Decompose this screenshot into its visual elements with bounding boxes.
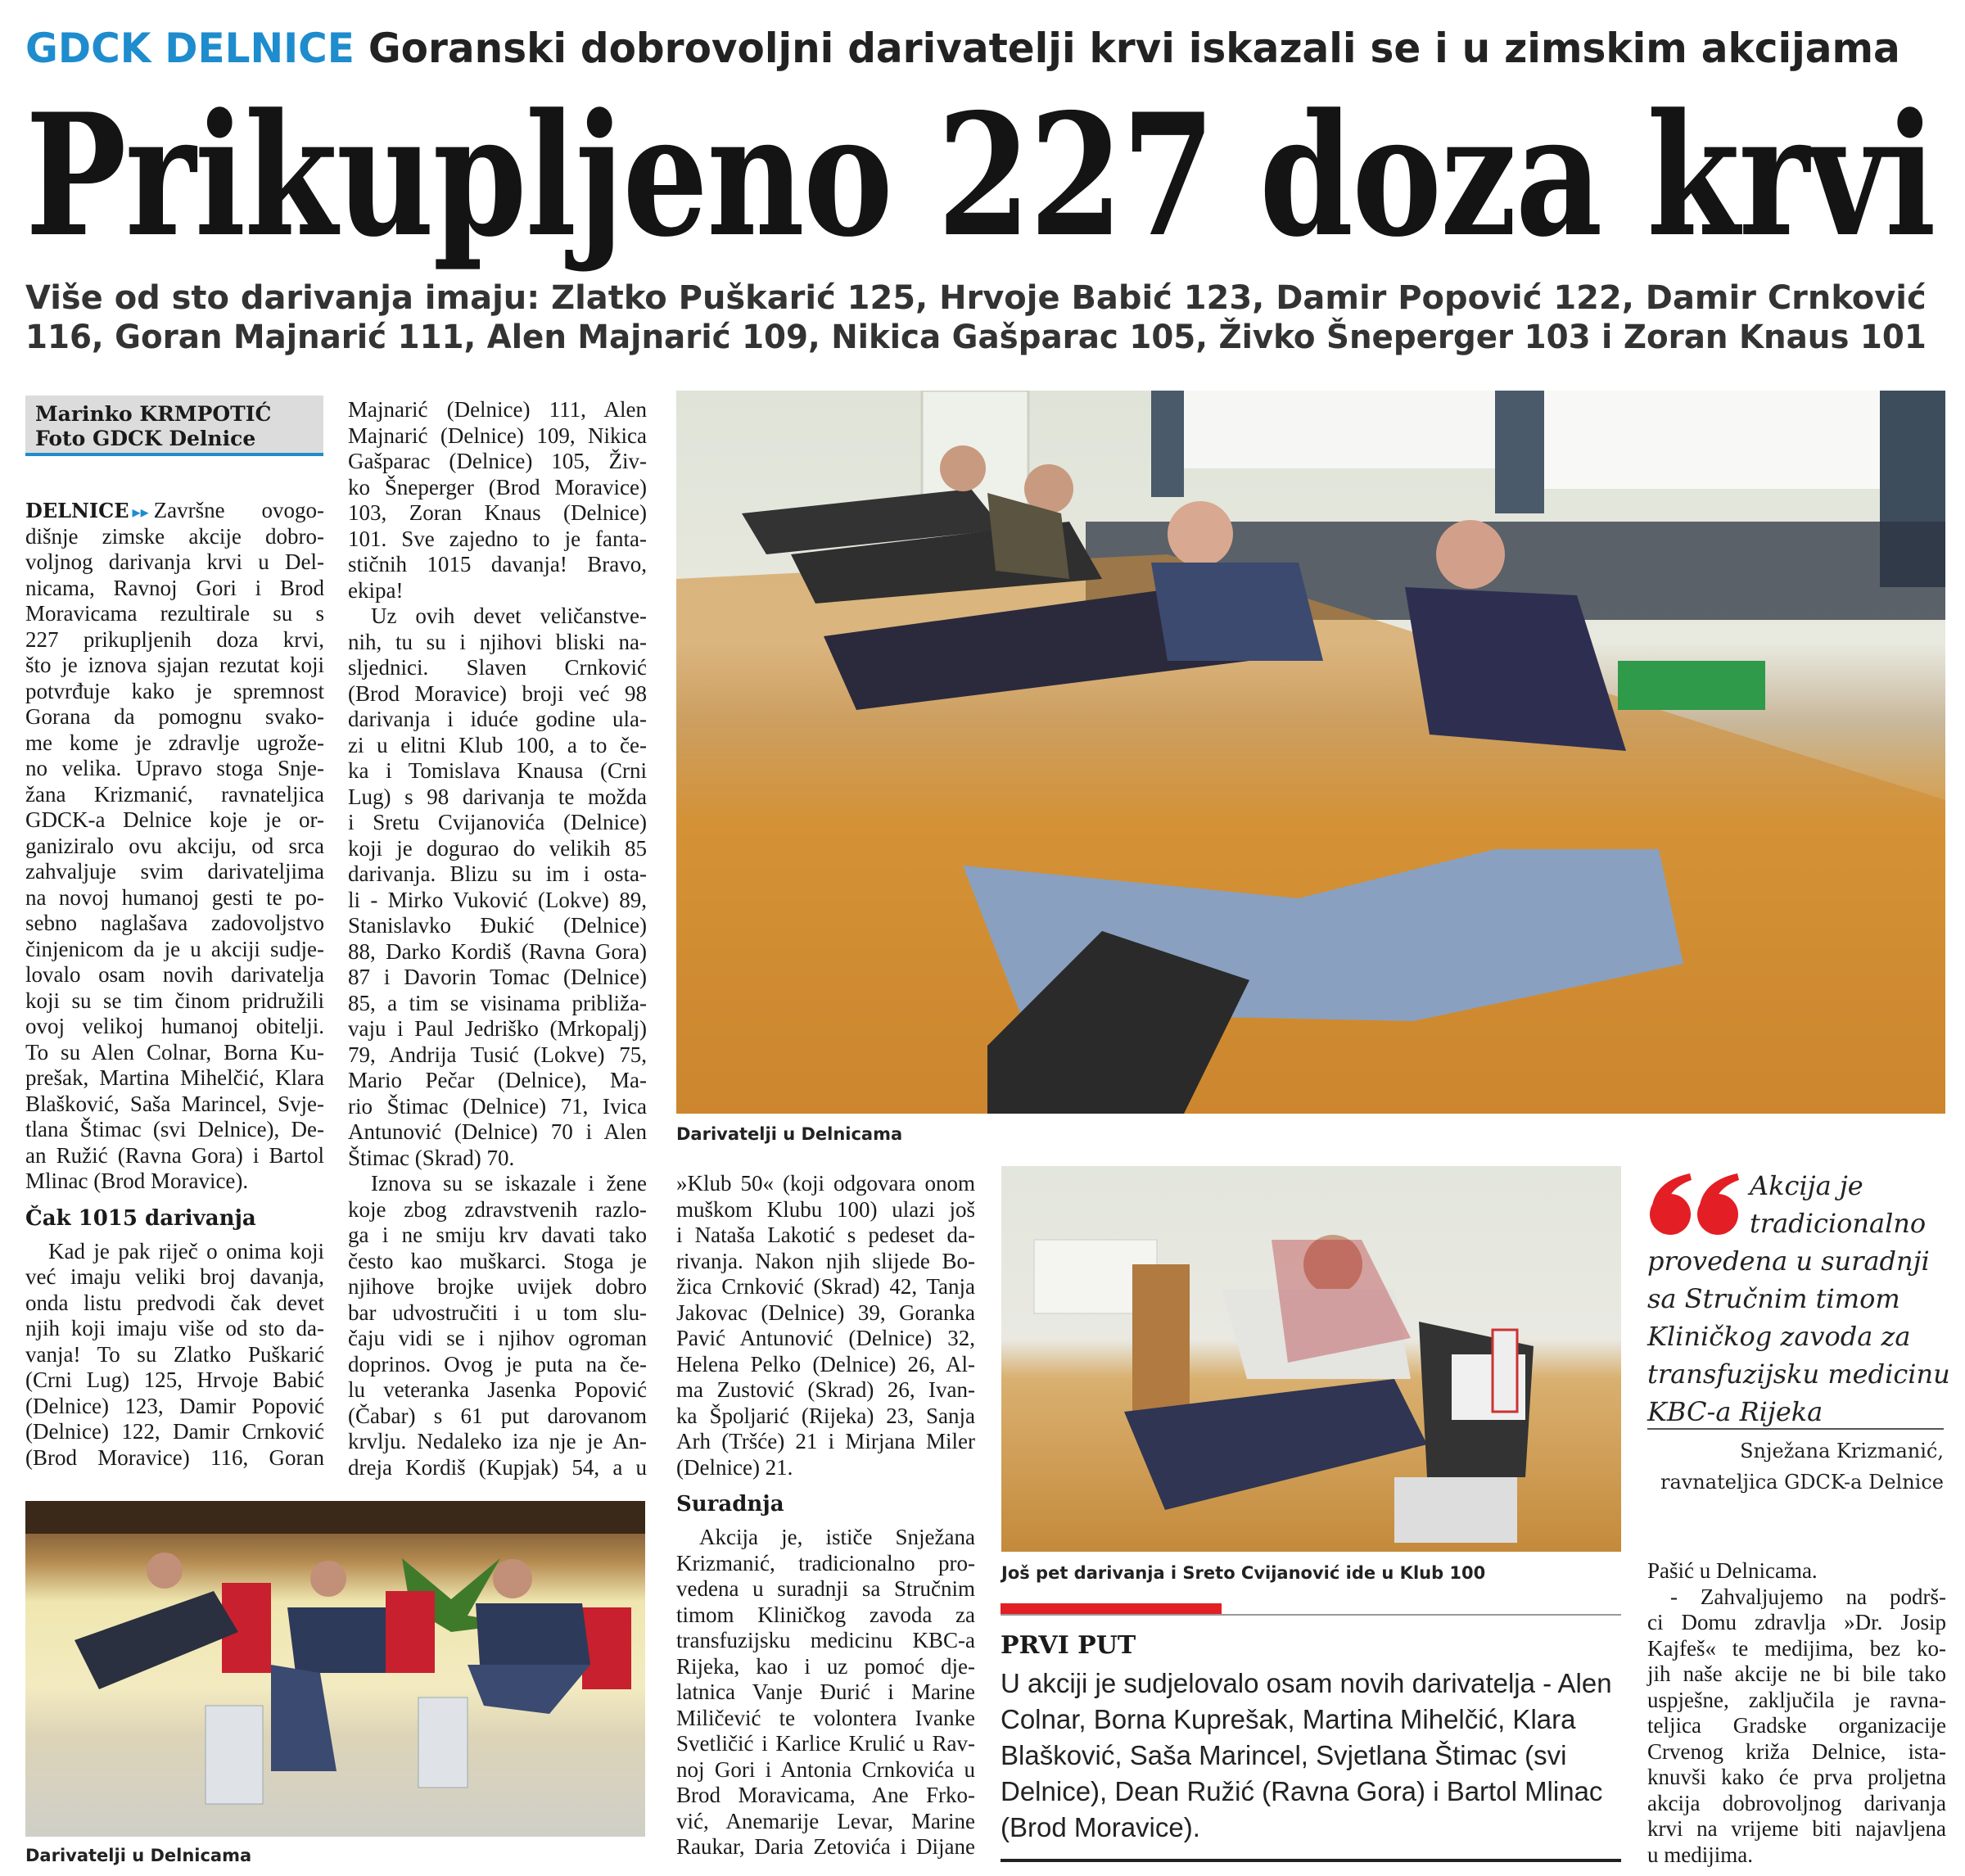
line-text: potvrđuje kako je spremnost bbox=[25, 678, 324, 703]
text-line bbox=[348, 733, 647, 759]
line-text: koji su se tim činom pridružili bbox=[25, 988, 324, 1013]
line-text: Svetličić i Karlice Krulić u Rav- bbox=[676, 1731, 975, 1756]
text-line bbox=[348, 707, 647, 733]
sidebar-box-line: (Brod Moravice). bbox=[1001, 1812, 1200, 1842]
line-text: Jakovac (Delnice) 39, Goranka bbox=[676, 1300, 975, 1325]
quote-line: provedena u suradnji bbox=[1647, 1245, 1930, 1277]
text-line bbox=[348, 1171, 647, 1197]
line-text: (Delnice) 21. bbox=[676, 1454, 793, 1480]
line-text: knuvši kako će prva proljetna bbox=[1647, 1765, 1946, 1789]
article-column-4 bbox=[1647, 1558, 1946, 1868]
line-text: Majnarić (Delnice) 111, Alen bbox=[348, 397, 647, 422]
text-line bbox=[348, 1455, 647, 1481]
text-line bbox=[348, 397, 647, 423]
line-text: Gorana da pomognu svako- bbox=[25, 704, 324, 729]
line-text: žana Krizmanić, ravnateljica bbox=[25, 781, 324, 807]
text-line bbox=[676, 1300, 975, 1327]
line-text: Krizmanić, tradicionalno pro- bbox=[676, 1550, 975, 1575]
divider bbox=[1001, 1614, 1621, 1616]
article-column-3 bbox=[676, 1171, 975, 1860]
text-line bbox=[348, 758, 647, 784]
line-text: Antunović (Delnice) 70 i Alen bbox=[348, 1119, 647, 1144]
text-line bbox=[1647, 1636, 1946, 1662]
text-line bbox=[676, 1783, 975, 1809]
text-line bbox=[25, 1239, 324, 1265]
line-text: njih koji imaju više od sto da- bbox=[25, 1316, 324, 1340]
line-text: - Zahvaljujemo na podrš- bbox=[1670, 1584, 1946, 1609]
line-text: i Nataša Lakotić s pedeset da- bbox=[676, 1223, 975, 1247]
line-text: sebno naglašava zadovoljstvo bbox=[25, 911, 324, 935]
text-line bbox=[348, 1016, 647, 1042]
line-text: Helena Pelko (Delnice) 26, Al- bbox=[676, 1351, 975, 1376]
line-text: rivanja. Nakon njih slijede Bo- bbox=[676, 1248, 975, 1273]
text-line bbox=[25, 1014, 324, 1040]
line-text: Majnarić (Delnice) 109, Nikica bbox=[348, 423, 647, 448]
text-line bbox=[348, 655, 647, 681]
text-line bbox=[25, 911, 324, 937]
line-text: ka Špoljarić (Rijeka) 23, Sanja bbox=[676, 1403, 975, 1428]
text-line bbox=[25, 498, 324, 524]
text-line bbox=[348, 1404, 647, 1430]
quote-line: Akcija je bbox=[1750, 1170, 1863, 1201]
subhead-text: 116, Goran Majnarić 111, Alen Majnarić 109, Nikica Gašparac 105, Živko Šneperger 103 i Zoran Knaus 101 bbox=[25, 319, 1927, 356]
text-line bbox=[25, 1264, 324, 1291]
text-line bbox=[348, 1068, 647, 1094]
kicker-label: GDCK DELNICE bbox=[25, 25, 355, 72]
line-text: prešak, Martina Mihelčić, Klara bbox=[25, 1065, 324, 1090]
divider bbox=[1001, 1859, 1621, 1862]
line-text: na novoj humanoj gesti te po- bbox=[25, 884, 324, 910]
text-line bbox=[348, 784, 647, 811]
photo-caption: Još pet darivanja i Sreto Cvijanović ide u Klub 100 bbox=[1001, 1563, 1486, 1583]
sidebar-box-line: Blašković, Saša Marincel, Svjetlana Štimac (svi bbox=[1001, 1740, 1567, 1770]
text-line bbox=[348, 1223, 647, 1249]
text-line bbox=[25, 1419, 324, 1445]
text-line bbox=[676, 1525, 975, 1551]
text-line bbox=[25, 1117, 324, 1143]
text-line bbox=[25, 962, 324, 988]
line-text: zi u elitni Klub 100, a to če- bbox=[348, 732, 647, 757]
text-line bbox=[348, 423, 647, 450]
line-text: akcija dobrovoljnog darivanja bbox=[1647, 1790, 1946, 1815]
line-text: rio Štimac (Delnice) 71, Ivica bbox=[348, 1093, 647, 1119]
text-line bbox=[25, 1394, 324, 1420]
text-line bbox=[348, 1274, 647, 1300]
line-text: ganiziralo ovu akciju, od srca bbox=[25, 833, 324, 858]
text-line bbox=[1647, 1842, 1946, 1869]
text-line bbox=[348, 475, 647, 501]
text-line bbox=[25, 704, 324, 730]
line-text: transfuzijsku medicinu KBC-a bbox=[676, 1628, 975, 1652]
quote-line: KBC-a Rijeka bbox=[1647, 1396, 1823, 1427]
line-text: (Crni Lug) 125, Hrvoje Babić bbox=[25, 1367, 324, 1392]
text-line bbox=[25, 937, 324, 963]
line-text: često kao muškarci. Stoga je bbox=[348, 1248, 647, 1273]
line-text: Crvenog križa Delnice, ista- bbox=[1647, 1738, 1946, 1764]
line-text: krvlju. Nedaleko iza nje je An- bbox=[348, 1429, 647, 1453]
text-line bbox=[25, 1092, 324, 1118]
text-line bbox=[348, 630, 647, 656]
line-text: darivanja i iduće godine ula- bbox=[348, 707, 647, 731]
line-text: Uz ovih devet veličanstve- bbox=[371, 603, 647, 628]
line-text: 87 i Davorin Tomac (Delnice) bbox=[348, 965, 647, 989]
line-text: ka i Tomislava Knausa (Crni bbox=[348, 758, 647, 783]
line-text: i Sretu Cvijanovića (Delnice) bbox=[348, 810, 647, 834]
quote-line: Kliničkog zavoda za bbox=[1647, 1321, 1911, 1352]
line-text: Moravicama rezultirale su s bbox=[25, 601, 324, 626]
text-line bbox=[348, 1197, 647, 1223]
dateline: DELNICE bbox=[25, 499, 129, 522]
text-line bbox=[676, 1223, 975, 1249]
line-text: To su Alen Colnar, Borna Ku- bbox=[25, 1039, 324, 1065]
bottom-photo bbox=[25, 1501, 645, 1837]
text-line bbox=[348, 527, 647, 553]
line-text: Arh (Tršće) 21 i Mirjana Miler bbox=[676, 1429, 975, 1453]
line-text: onda listu predvodi čak devet bbox=[25, 1290, 324, 1315]
line-text: »Klub 50« (koji odgovara onom bbox=[676, 1171, 975, 1196]
text-line bbox=[1647, 1739, 1946, 1765]
line-text: voljnog darivanja krvi u Del- bbox=[25, 549, 324, 574]
quote-mark-icon bbox=[1647, 1172, 1741, 1237]
line-text: li - Mirko Vuković (Lokve) 89, bbox=[348, 887, 647, 912]
line-text: ci Domu zdravlja »Dr. Josip bbox=[1647, 1610, 1946, 1634]
sidebar-box-line: U akciji je sudjelovalo osam novih darivatelja - Alen bbox=[1001, 1668, 1612, 1698]
quote-line: tradicionalno bbox=[1750, 1208, 1927, 1239]
line-text: (Brod Moravice) broji već 98 bbox=[348, 680, 647, 706]
line-text: 85, a tim se visinama približa- bbox=[348, 990, 647, 1015]
text-line bbox=[676, 1706, 975, 1732]
line-text: GDCK-a Delnice koje je or- bbox=[25, 807, 324, 832]
line-text: noj Gori i Antonia Crnkovića u bbox=[676, 1756, 975, 1782]
line-text: Štimac (Skrad) 70. bbox=[348, 1145, 515, 1170]
text-line bbox=[676, 1654, 975, 1680]
sidebar-box-text bbox=[1001, 1666, 1621, 1846]
photo-donors-illustration bbox=[676, 391, 1945, 1114]
sidebar-box-line: Colnar, Borna Kuprešak, Martina Mihelčić, Klara bbox=[1001, 1704, 1576, 1734]
line-text: Brod Moravicama, Ane Frko- bbox=[676, 1783, 975, 1807]
line-text: ga i ne smiju krv davati tako bbox=[348, 1223, 647, 1247]
line-text: žica Crnković (Skrad) 42, Tanja bbox=[676, 1274, 975, 1299]
line-text: uspješne, zaključila je ravna- bbox=[1647, 1687, 1946, 1712]
line-text: nicama, Ravnoj Gori i Brod bbox=[25, 575, 324, 600]
quote-attribution-name: Snježana Krizmanić, bbox=[1740, 1440, 1944, 1462]
text-line bbox=[676, 1197, 975, 1223]
text-line bbox=[25, 1342, 324, 1368]
text-line bbox=[1647, 1558, 1946, 1584]
line-text: dišnje zimske akcije dobro- bbox=[25, 523, 324, 549]
line-text: Završne ovogo- bbox=[153, 498, 324, 522]
text-line bbox=[25, 1367, 324, 1394]
text-line bbox=[348, 939, 647, 965]
text-line bbox=[676, 1171, 975, 1197]
text-line bbox=[25, 1316, 324, 1342]
text-line bbox=[25, 1445, 324, 1471]
line-text: teljica Gradske organizacije bbox=[1647, 1713, 1946, 1738]
line-text: koje zbog zdravstvenih razlo- bbox=[348, 1196, 647, 1222]
byline-box bbox=[25, 396, 323, 456]
text-line bbox=[25, 730, 324, 757]
headline bbox=[25, 78, 1936, 274]
text-line bbox=[348, 888, 647, 914]
text-line bbox=[25, 524, 324, 550]
text-line bbox=[25, 1065, 324, 1092]
section-heading: Čak 1015 darivanja bbox=[25, 1205, 256, 1231]
line-text: Rijeka, kao i uz pomoć dje- bbox=[676, 1653, 975, 1679]
text-line bbox=[348, 603, 647, 630]
text-line bbox=[676, 1809, 975, 1835]
text-line bbox=[25, 756, 324, 782]
line-text: ovoj velikoj humanoj obitelji. bbox=[25, 1014, 324, 1038]
line-text: dreja Kordiš (Kupjak) 54, a u bbox=[348, 1454, 647, 1480]
accent-bar bbox=[1001, 1603, 1222, 1614]
line-text: 88, Darko Kordiš (Ravna Gora) bbox=[348, 938, 647, 964]
text-line bbox=[25, 679, 324, 705]
text-line bbox=[25, 807, 324, 834]
text-line bbox=[1647, 1610, 1946, 1636]
line-text: Miličević te volontera Ivanke bbox=[676, 1705, 975, 1730]
line-text: čaju vidi se i njihov ogroman bbox=[348, 1326, 647, 1350]
line-text: darivanja. Blizu su im i osta- bbox=[348, 861, 647, 886]
text-line bbox=[348, 861, 647, 888]
line-text: stičnih 1015 davanja! Bravo, bbox=[348, 552, 647, 576]
text-line bbox=[676, 1576, 975, 1603]
line-text: 227 prikupljenih doza krvi, bbox=[25, 626, 324, 652]
line-text: (Delnice) 122, Damir Crnković bbox=[25, 1419, 324, 1444]
text-line bbox=[1647, 1584, 1946, 1611]
text-line bbox=[25, 601, 324, 627]
line-text: Raukar, Daria Zetovića i Dijane bbox=[676, 1834, 975, 1859]
line-text: lu veteranka Jasenka Popović bbox=[348, 1377, 647, 1402]
line-text: (Delnice) 123, Damir Popović bbox=[25, 1393, 324, 1418]
text-line bbox=[676, 1404, 975, 1430]
double-arrow-right-icon: ▸▸ bbox=[132, 504, 149, 522]
text-line bbox=[348, 1352, 647, 1378]
text-line bbox=[1647, 1791, 1946, 1817]
photo-caption: Darivatelji u Delnicama bbox=[25, 1846, 252, 1865]
line-text: što je iznova sjajan rezutat koji bbox=[25, 653, 324, 677]
text-line bbox=[348, 1429, 647, 1455]
line-text: Iznova su se iskazale i žene bbox=[371, 1171, 647, 1196]
subhead-text: Više od sto darivanja imaju: Zlatko Puškarić 125, Hrvoje Babić 123, Damir Popović 122, Damir Crnković bbox=[25, 279, 1927, 317]
line-text: Pavić Antunović (Delnice) 32, bbox=[676, 1326, 975, 1350]
line-text: doprinos. Ovog je puta na če- bbox=[348, 1351, 647, 1376]
line-text: zahvaljuje svim darivateljima bbox=[25, 859, 324, 884]
text-line bbox=[348, 1300, 647, 1327]
text-line bbox=[348, 1146, 647, 1172]
photo-caption: Darivatelji u Delnicama bbox=[676, 1124, 903, 1144]
text-line bbox=[348, 1326, 647, 1352]
text-line bbox=[25, 1291, 324, 1317]
line-text: vanja! To su Zlatko Puškarić bbox=[25, 1341, 324, 1367]
photo-three-donors-illustration bbox=[25, 1501, 645, 1837]
quote-line: sa Stručnim timom bbox=[1647, 1283, 1900, 1314]
line-text: lovalo osam novih darivatelja bbox=[25, 962, 324, 987]
second-photo bbox=[1001, 1166, 1621, 1552]
line-text: 103, Zoran Knaus (Delnice) bbox=[348, 500, 647, 525]
text-line bbox=[348, 913, 647, 939]
line-text: vedena u suradnji sa Stručnim bbox=[676, 1576, 975, 1601]
line-text: no velika. Upravo stoga Snje- bbox=[25, 756, 324, 780]
line-text: Akcija je, ističe Snježana bbox=[699, 1525, 975, 1549]
line-text: činjenicom da je u akciji sudje- bbox=[25, 936, 324, 961]
text-line bbox=[348, 578, 647, 604]
text-line bbox=[25, 988, 324, 1015]
text-line bbox=[676, 1249, 975, 1275]
text-line bbox=[1647, 1765, 1946, 1791]
section-heading: Suradnja bbox=[676, 1492, 784, 1517]
line-text: ekipa! bbox=[348, 577, 404, 603]
text-line bbox=[25, 549, 324, 576]
text-line bbox=[25, 576, 324, 602]
line-text: muškom Klubu 100) ulazi još bbox=[676, 1196, 975, 1222]
text-line bbox=[676, 1352, 975, 1378]
line-text: vaju i Paul Jedriško (Mrkopalj) bbox=[348, 1016, 647, 1041]
text-line bbox=[25, 1040, 324, 1066]
text-line bbox=[348, 1249, 647, 1275]
line-text: nih, tu su i njihovi bliski na- bbox=[348, 629, 647, 654]
line-text: ma Zustović (Skrad) 26, Ivan- bbox=[676, 1377, 975, 1402]
main-photo bbox=[676, 391, 1945, 1114]
line-text: latnica Vanje Đurić i Marine bbox=[676, 1679, 975, 1704]
text-line bbox=[348, 449, 647, 475]
sidebar-box-line: Delnice), Dean Ružić (Ravna Gora) i Bartol Mlinac bbox=[1001, 1776, 1603, 1806]
text-line bbox=[348, 836, 647, 862]
text-line bbox=[676, 1429, 975, 1455]
line-text: tlana Štimac (svi Delnice), De- bbox=[25, 1117, 324, 1141]
text-line bbox=[348, 965, 647, 991]
line-text: sljednici. Slaven Crnković bbox=[348, 655, 647, 680]
photo-donor-thumbs-up-illustration bbox=[1001, 1166, 1621, 1552]
quote-attribution-role: ravnateljica GDCK-a Delnice bbox=[1660, 1471, 1944, 1494]
text-line bbox=[676, 1757, 975, 1783]
line-text: Mario Pečar (Delnice), Ma- bbox=[348, 1068, 647, 1092]
line-text: Gašparac (Delnice) 105, Živ- bbox=[348, 449, 647, 473]
line-text: Blašković, Saša Marincel, Svje- bbox=[25, 1091, 324, 1116]
headline-text: Prikupljeno 227 doza krvi bbox=[25, 78, 1936, 274]
line-text: Pašić u Delnicama. bbox=[1647, 1558, 1818, 1583]
quote-line: transfuzijsku medicinu bbox=[1647, 1358, 1950, 1390]
text-line bbox=[676, 1603, 975, 1629]
text-line bbox=[348, 681, 647, 707]
text-line bbox=[348, 1377, 647, 1404]
line-text: Kajfeš« te medijima, bez ko- bbox=[1647, 1635, 1946, 1661]
text-line bbox=[348, 991, 647, 1017]
line-text: u medijima. bbox=[1647, 1842, 1753, 1867]
line-text: timom Kliničkog zavoda za bbox=[676, 1602, 975, 1627]
text-line bbox=[348, 1042, 647, 1069]
line-text: (Brod Moravice) 116, Goran bbox=[25, 1444, 324, 1470]
text-line bbox=[676, 1551, 975, 1577]
line-text: vić, Anemarije Levar, Marine bbox=[676, 1808, 975, 1833]
line-text: njihove brojke uvijek dobro bbox=[348, 1274, 647, 1299]
kicker-text: Goranski dobrovoljni darivatelji krvi iskazali se i u zimskim akcijama bbox=[368, 25, 1900, 72]
line-text: krvi na vrijeme biti najavljena bbox=[1647, 1816, 1946, 1841]
text-line bbox=[676, 1455, 975, 1481]
line-text: 79, Andrija Tusić (Lokve) 75, bbox=[348, 1042, 647, 1067]
text-line bbox=[348, 810, 647, 836]
subhead-line bbox=[25, 278, 1927, 318]
kicker bbox=[25, 23, 1900, 74]
text-line bbox=[348, 1094, 647, 1120]
text-line bbox=[25, 1169, 324, 1195]
line-text: (Čabar) s 61 put darovanom bbox=[348, 1403, 647, 1428]
text-line bbox=[25, 627, 324, 653]
author: Marinko KRMPOTIĆ bbox=[35, 402, 272, 426]
line-text: jih naše akcije ne bi bile tako bbox=[1647, 1661, 1946, 1686]
text-line bbox=[25, 885, 324, 911]
article-column-1 bbox=[25, 498, 324, 1471]
line-text: koji je dogurao do velikih 85 bbox=[348, 835, 647, 861]
line-text: an Ružić (Ravna Gora) i Bartol bbox=[25, 1142, 324, 1168]
article-column-2 bbox=[348, 397, 647, 1480]
text-line bbox=[348, 500, 647, 527]
text-line bbox=[25, 834, 324, 860]
line-text: već imaju veliki broj davanja, bbox=[25, 1264, 324, 1289]
text-line bbox=[1647, 1713, 1946, 1739]
text-line bbox=[676, 1628, 975, 1654]
text-line bbox=[25, 859, 324, 885]
subhead-line bbox=[25, 318, 1927, 357]
text-line bbox=[348, 1119, 647, 1146]
text-line bbox=[676, 1679, 975, 1706]
line-text: Lug) s 98 darivanja te možda bbox=[348, 784, 647, 809]
text-line bbox=[25, 1143, 324, 1169]
text-line bbox=[25, 782, 324, 808]
text-line bbox=[1647, 1688, 1946, 1714]
line-text: bar udvostručiti i u tom slu- bbox=[348, 1300, 647, 1325]
text-line bbox=[348, 552, 647, 578]
line-text: me kome je zdravlje ugrože- bbox=[25, 730, 324, 755]
photo-credit: Foto GDCK Delnice bbox=[35, 427, 256, 450]
text-line bbox=[1647, 1661, 1946, 1688]
text-line bbox=[25, 653, 324, 679]
text-line bbox=[676, 1377, 975, 1404]
line-text: Mlinac (Brod Moravice). bbox=[25, 1169, 249, 1193]
line-text: Kad je pak riječ o onima koji bbox=[48, 1238, 324, 1263]
text-line bbox=[676, 1326, 975, 1352]
line-text: ko Šneperger (Brod Moravice) bbox=[348, 474, 647, 500]
line-text: Stanislavko Đukić (Delnice) bbox=[348, 913, 647, 938]
line-text: 101. Sve zajedno to je fanta- bbox=[348, 526, 647, 551]
text-line bbox=[676, 1731, 975, 1757]
text-line bbox=[1647, 1816, 1946, 1842]
pull-quote bbox=[1647, 1167, 1950, 1431]
text-line bbox=[676, 1834, 975, 1860]
sidebar-box-title: PRVI PUT bbox=[1001, 1631, 1136, 1660]
divider bbox=[1647, 1428, 1944, 1430]
text-line bbox=[676, 1274, 975, 1300]
